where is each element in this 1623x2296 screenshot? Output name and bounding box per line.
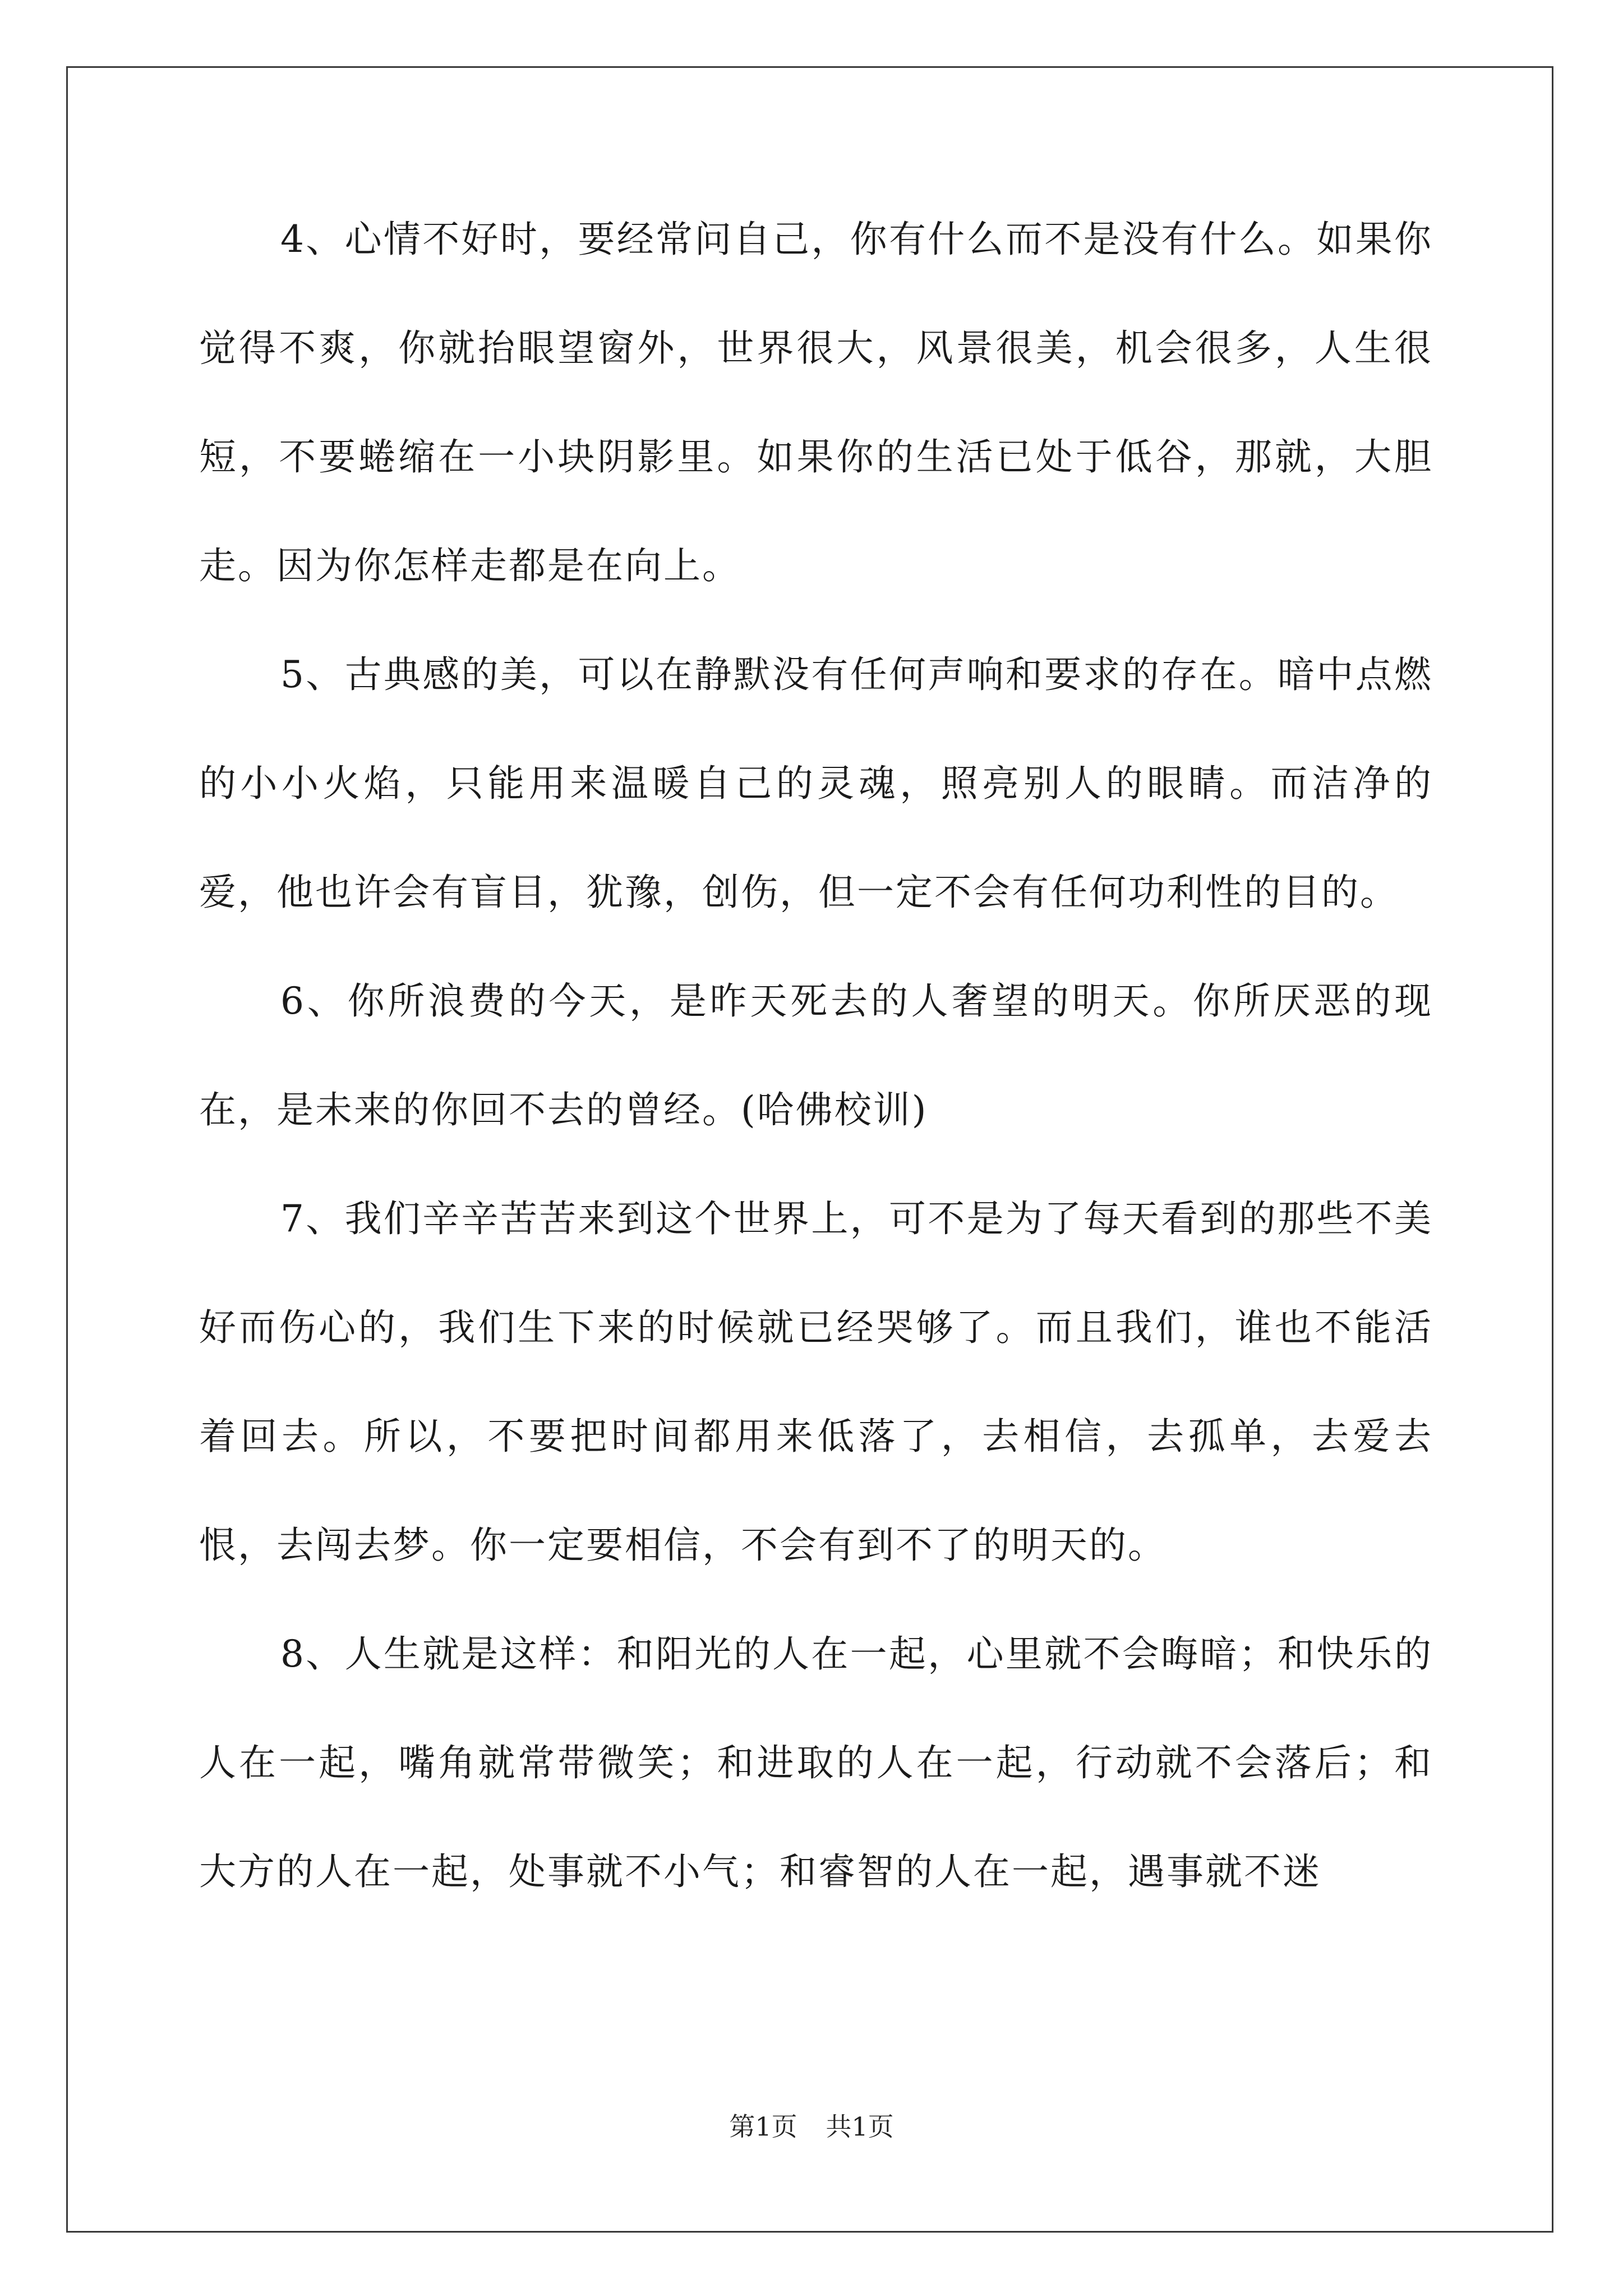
- paragraph-8: 8、人生就是这样：和阳光的人在一起，心里就不会晦暗；和快乐的人在一起，嘴角就常带微笑；和进取的人在一起，行动就不会落后；和大方的人在一起，处事就不小气；和睿智的人在一起，遇事就不迷: [199, 1632, 1433, 1893]
- paragraph-4: 4、心情不好时，要经常问自己，你有什么而不是没有什么。如果你觉得不爽，你就抬眼望窗外，世界很大，风景很美，机会很多，人生很短，不要蜷缩在一小块阴影里。如果你的生活已处于低谷，那就，大胆走。因为你怎样走都是在向上。: [199, 218, 1433, 587]
- page-footer: [0, 2106, 1623, 2143]
- page-number: 第1页: [729, 2111, 797, 2142]
- page-total: 共1页: [826, 2111, 894, 2142]
- paragraph-6: 6、你所浪费的今天，是昨天死去的人奢望的明天。你所厌恶的现在，是未来的你回不去的曾经。(哈佛校训): [199, 979, 1433, 1131]
- document-body: [199, 185, 1433, 1926]
- paragraph-5: 5、古典感的美，可以在静默没有任何声响和要求的存在。暗中点燃的小小火焰，只能用来温暖自己的灵魂，照亮别人的眼睛。而洁净的爱，他也许会有盲目，犹豫，创伤，但一定不会有任何功利性的目的。: [199, 653, 1433, 914]
- paragraph-7: 7、我们辛辛苦苦来到这个世界上，可不是为了每天看到的那些不美好而伤心的，我们生下来的时候就已经哭够了。而且我们，谁也不能活着回去。所以，不要把时间都用来低落了，去相信，去孤单，去爱去恨，去闯去梦。你一定要相信，不会有到不了的明天的。: [199, 1197, 1433, 1567]
